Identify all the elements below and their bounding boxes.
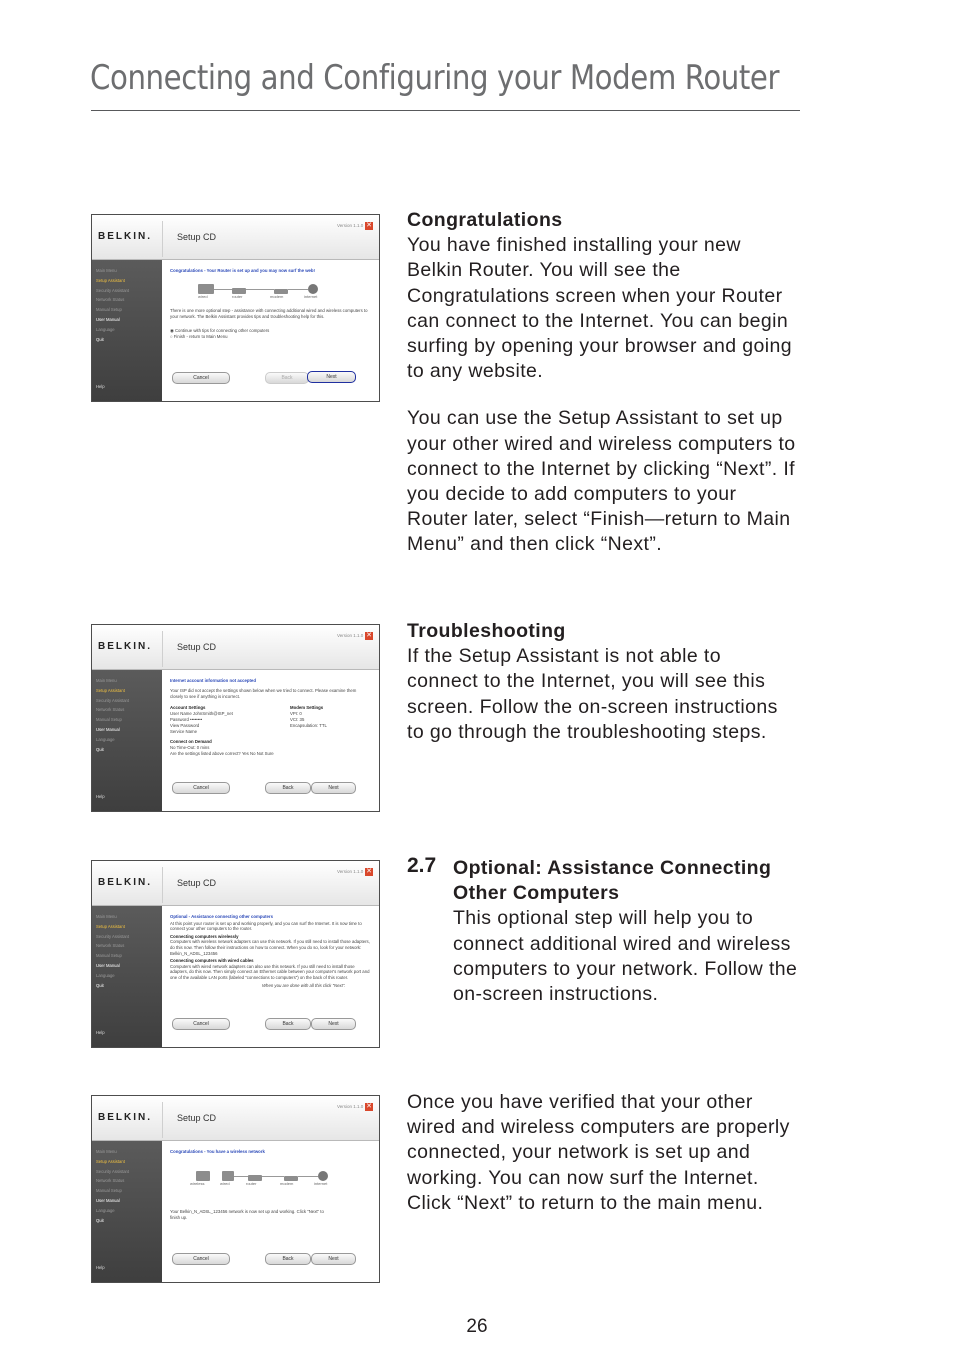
diagram-label: wired — [198, 293, 208, 299]
menu-item-network-status[interactable]: Network Status — [96, 943, 125, 949]
section-paragraph: You have finished installing your new Belkin Router. You will see the Congratulations screen when your Router can connect to the Internet. You can begin surfing by opening your browser and going to any website. — [407, 234, 792, 383]
help-link[interactable]: Help — [96, 384, 105, 389]
cancel-button[interactable]: Cancel — [172, 782, 230, 794]
wireless-text: Computers with wireless network adapters can use this network. If you still need to install those adapters, do this now. Then follow their instructions on how to connect. When you do so, look for your network: Belkin_N_ADSL_123456 — [170, 939, 370, 956]
belkin-logo: BELKIN. — [98, 231, 152, 242]
next-button[interactable]: Next — [311, 782, 356, 794]
settings-correct-question[interactable]: Are the settings listed above correct? Yes No Not Sure — [170, 751, 274, 757]
menu-item-network-status[interactable]: Network Status — [96, 707, 125, 713]
radio-option-label: Finish - return to Main Menu — [173, 333, 228, 339]
version-label: Version 1.1.0 — [337, 633, 364, 638]
screenshot-header — [92, 1096, 379, 1141]
radio-option[interactable]: ◉ Continue with tips for connecting other computers — [170, 327, 270, 333]
menu-item-language[interactable]: Language — [96, 972, 115, 978]
version-label: Version 1.1.0 — [337, 223, 364, 228]
screen-heading: Optional - Assistance connecting other computers — [170, 914, 273, 919]
field-service-name[interactable]: Service Name — [170, 729, 197, 735]
menu-item-setup-assistant[interactable]: Setup Assistant — [96, 1158, 125, 1164]
page-title: Connecting and Configuring your Modem Router — [90, 58, 780, 98]
connect-on-demand-value: No Time-Out: 0 mins — [170, 744, 210, 750]
screen-heading: Congratulations - Your Router is set up and you may now surf the web! — [170, 268, 315, 273]
menu-item-language[interactable]: Language — [96, 736, 115, 742]
back-button[interactable]: Back — [265, 782, 311, 794]
troubleshooting-section — [407, 619, 792, 745]
section-heading: Troubleshooting — [407, 620, 566, 642]
menu-item-user-manual[interactable]: User Manual — [96, 962, 120, 968]
belkin-logo: BELKIN. — [98, 641, 152, 652]
computer-icon — [198, 284, 214, 294]
screen-text: Your Belkin_N_ADSL_123456 network is now set up and working. Click "Next" to finish up. — [170, 1209, 324, 1221]
menu-item-quit[interactable]: Quit — [96, 1217, 104, 1223]
screenshot-congratulations — [91, 214, 380, 402]
version-label: Version 1.1.0 — [337, 869, 364, 874]
header-divider — [162, 221, 163, 257]
field-vci: VCI: 35 — [290, 717, 305, 723]
cancel-button[interactable]: Cancel — [172, 372, 230, 384]
globe-icon — [308, 284, 318, 294]
menu-item-setup-assistant[interactable]: Setup Assistant — [96, 687, 125, 693]
screenshot-optional-assistance — [91, 860, 380, 1048]
screenshot-content — [170, 914, 370, 988]
close-icon[interactable]: ✕ — [366, 1103, 372, 1110]
laptop-icon — [196, 1171, 210, 1181]
next-button[interactable]: Next — [307, 371, 356, 383]
view-password-checkbox[interactable]: View Password — [170, 723, 200, 729]
section-paragraph: If the Setup Assistant is not able to connect to the Internet, you will see this screen. Follow the on-screen instructions to go through the troubleshooting steps. — [407, 645, 778, 743]
belkin-logo: BELKIN. — [98, 1112, 152, 1123]
section-paragraph: This optional step will help you to connect additional wired and wireless computers to your network. Follow the on-screen instructions. — [453, 907, 798, 1006]
menu-item-main-menu[interactable]: Main Menu — [96, 268, 117, 273]
sidebar — [92, 906, 162, 1048]
menu-item-language[interactable]: Language — [96, 326, 115, 332]
closing-section — [407, 1090, 799, 1216]
diagram-label: router — [232, 293, 243, 299]
menu-item-security-assistant[interactable]: Security Assistant — [96, 1168, 130, 1174]
close-icon[interactable]: ✕ — [366, 868, 372, 875]
close-icon[interactable]: ✕ — [366, 632, 372, 639]
network-diagram — [190, 1165, 350, 1187]
menu-item-security-assistant[interactable]: Security Assistant — [96, 933, 130, 939]
app-title: Setup CD — [177, 642, 217, 652]
field-vpi: VPI: 0 — [290, 710, 302, 716]
app-title: Setup CD — [177, 232, 217, 242]
title-rule — [91, 110, 800, 111]
menu-item-security-assistant[interactable]: Security Assistant — [96, 287, 130, 293]
cable-line — [246, 289, 274, 290]
account-settings-heading: Account Settings — [170, 704, 206, 710]
menu-item-quit[interactable]: Quit — [96, 336, 104, 342]
close-icon[interactable]: ✕ — [366, 222, 372, 229]
next-button[interactable]: Next — [311, 1253, 356, 1265]
diagram-label: wireless — [190, 1180, 205, 1186]
menu-item-quit[interactable]: Quit — [96, 746, 104, 752]
globe-icon — [318, 1171, 328, 1181]
menu-item-language[interactable]: Language — [96, 1207, 115, 1213]
section-heading: Congratulations — [407, 209, 563, 231]
cancel-button[interactable]: Cancel — [172, 1018, 230, 1030]
menu-item-manual-setup[interactable]: Manual Setup — [96, 307, 122, 313]
menu-item-main-menu[interactable]: Main Menu — [96, 678, 117, 683]
menu-item-user-manual[interactable]: User Manual — [96, 1197, 120, 1203]
screen-text: Your ISP did not accept the settings shown below when we tried to connect. Please examine them closely to see if anything is incorrect. — [170, 688, 357, 700]
radio-option-label: Continue with tips for connecting other computers — [174, 327, 270, 333]
cable-line — [288, 289, 308, 290]
version-label: Version 1.1.0 — [337, 1104, 364, 1109]
field-password[interactable]: Password •••••••• — [170, 717, 203, 723]
menu-item-user-manual[interactable]: User Manual — [96, 316, 120, 322]
menu-item-setup-assistant[interactable]: Setup Assistant — [96, 923, 125, 929]
cable-line — [234, 1176, 248, 1177]
menu-item-main-menu[interactable]: Main Menu — [96, 1149, 117, 1154]
done-hint: When you are done with all this click "Next". — [262, 982, 346, 988]
field-user-name[interactable]: User Name JohnSmith@ISP_net — [170, 710, 233, 716]
sidebar — [92, 670, 162, 812]
connect-on-demand-heading: Connect on Demand — [170, 738, 212, 744]
menu-item-manual-setup[interactable]: Manual Setup — [96, 717, 122, 723]
cable-line — [262, 1176, 284, 1177]
back-button[interactable]: Back — [265, 372, 309, 384]
cable-line — [298, 1176, 318, 1177]
diagram-label: wired — [220, 1180, 230, 1186]
congratulations-section — [407, 208, 797, 558]
menu-item-network-status[interactable]: Network Status — [96, 297, 125, 303]
menu-item-network-status[interactable]: Network Status — [96, 1178, 125, 1184]
field-encapsulation: Encapsulation: TTL — [290, 723, 327, 729]
optional-assistance-section — [453, 856, 805, 1007]
back-button[interactable]: Back — [265, 1253, 311, 1265]
sidebar — [92, 260, 162, 402]
header-divider — [162, 1102, 163, 1138]
header-divider — [162, 631, 163, 667]
menu-item-security-assistant[interactable]: Security Assistant — [96, 697, 130, 703]
diagram-label: modem — [280, 1180, 294, 1186]
screenshot-content — [170, 1149, 370, 1222]
computer-icon — [222, 1171, 234, 1181]
app-title: Setup CD — [177, 878, 217, 888]
menu-item-quit[interactable]: Quit — [96, 982, 104, 988]
menu-item-setup-assistant[interactable]: Setup Assistant — [96, 277, 125, 283]
section-paragraph: Once you have verified that your other wired and wireless computers are properly connected, your network is set up and working. You can now surf the Internet. Click “Next” to return to the main menu. — [407, 1091, 790, 1214]
sidebar — [92, 1141, 162, 1283]
section-number: 2.7 — [407, 854, 437, 877]
wireless-heading: Connecting computers wirelessly — [170, 933, 239, 939]
next-button[interactable]: Next — [311, 1018, 356, 1030]
help-link[interactable]: Help — [96, 794, 105, 799]
section-paragraph: You can use the Setup Assistant to set up your other wired and wireless computers to connect to the Internet by clicking “Next”. If you decide to add computers to your Router later, select “Finish—return to Main Menu” and then click “Next”. — [407, 407, 796, 556]
radio-option[interactable]: ○ Finish - return to Main Menu — [170, 333, 228, 339]
diagram-label: internet — [314, 1180, 328, 1186]
cancel-button[interactable]: Cancel — [172, 1253, 230, 1265]
section-heading: Optional: Assistance Connecting Other Computers — [453, 857, 772, 905]
screenshot-header — [92, 861, 379, 906]
diagram-label: modem — [270, 293, 284, 299]
screen-heading: Congratulations - You have a wireless network — [170, 1149, 265, 1154]
header-divider — [162, 867, 163, 903]
diagram-label: internet — [304, 293, 318, 299]
menu-item-main-menu[interactable]: Main Menu — [96, 914, 117, 919]
screenshot-content — [170, 268, 370, 340]
app-title: Setup CD — [177, 1113, 217, 1123]
screen-text: There is one more optional step - assistance with connecting additional wired and wireless computers to your network. The Belkin Assistant provides tips and troubleshooting help for this. — [170, 308, 368, 320]
cable-line — [214, 289, 232, 290]
diagram-label: router — [246, 1180, 257, 1186]
wired-text: Computers with wired network adapters can also use this network. If you still need to install those adapters, do this now. Then simply connect an Ethernet cable between your computer's network port and one of the available LAN ports (labeled "connections to computers") on the back of this router. — [170, 963, 370, 980]
back-button[interactable]: Back — [265, 1018, 311, 1030]
page-number: 26 — [466, 1316, 488, 1337]
screen-text: At this point your router is set up and working properly, and you can surf the Internet. It is now time to connect your other computers to the router. — [170, 920, 362, 932]
network-diagram — [184, 278, 334, 300]
screen-heading: Internet account information not accepted — [170, 678, 256, 683]
screenshot-header — [92, 625, 379, 670]
screenshot-header — [92, 215, 379, 260]
menu-item-manual-setup[interactable]: Manual Setup — [96, 1188, 122, 1194]
menu-item-manual-setup[interactable]: Manual Setup — [96, 953, 122, 959]
help-link[interactable]: Help — [96, 1030, 105, 1035]
menu-item-user-manual[interactable]: User Manual — [96, 726, 120, 732]
belkin-logo: BELKIN. — [98, 877, 152, 888]
wired-heading: Connecting computers with wired cables — [170, 958, 254, 964]
screenshot-troubleshooting — [91, 624, 380, 812]
screenshot-wireless-network — [91, 1095, 380, 1283]
modem-settings-heading: Modem Settings — [290, 704, 324, 710]
screenshot-content — [170, 678, 370, 757]
help-link[interactable]: Help — [96, 1265, 105, 1270]
